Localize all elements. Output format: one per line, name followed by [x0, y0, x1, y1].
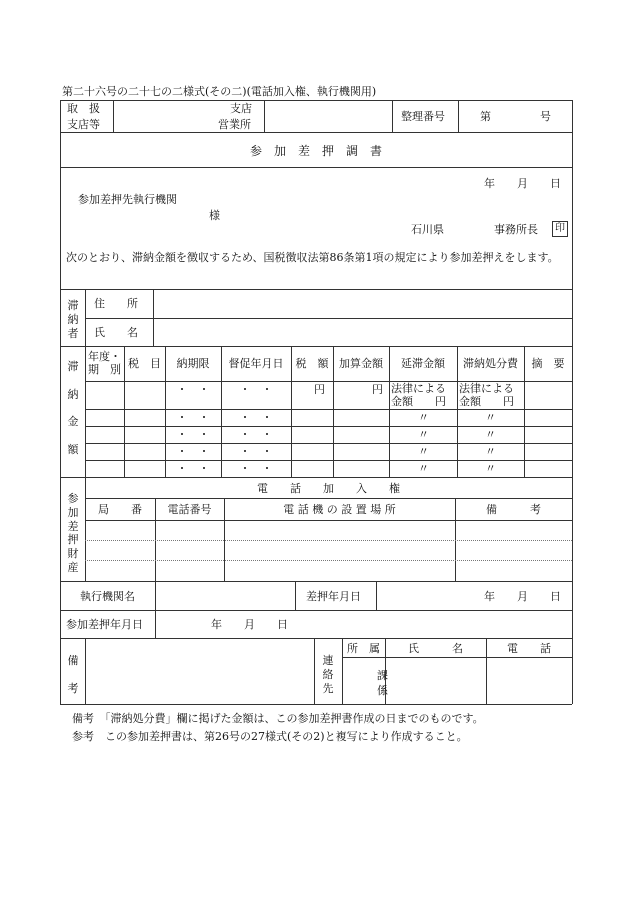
- col-additional-tax: 加算金額: [339, 357, 383, 370]
- row1-due-date: ・ ・: [176, 383, 210, 396]
- contact-label: 連絡先: [322, 654, 334, 695]
- participation-date-value: 年 月 日: [211, 618, 288, 631]
- row5-due-date: ・ ・: [176, 462, 210, 475]
- row4-disposition-ditto: 〃: [485, 445, 496, 458]
- row2-due-date: ・ ・: [176, 411, 210, 424]
- note-2: 参考 この参加差押書は、第26号の27様式(その2)と複写により作成すること。: [72, 730, 468, 743]
- reference-prefix: 第: [480, 110, 491, 123]
- phone-label: 電 話: [507, 642, 551, 655]
- recipient-label: 参加差押先執行機関: [78, 193, 177, 206]
- handler-label-1: 取 扱: [67, 102, 100, 115]
- debtor-section-label: 滞納者: [67, 299, 79, 340]
- issuer-office: 石川県: [411, 223, 444, 236]
- row4-due-date: ・ ・: [176, 445, 210, 458]
- seizure-date-value: 年 月 日: [484, 590, 561, 603]
- col-demand-date: 督促年月日: [228, 357, 284, 370]
- row1-additional-yen: 円: [372, 383, 383, 396]
- seizure-date-label: 差押年月日: [306, 590, 361, 603]
- debtor-name-label: 氏 名: [94, 326, 138, 339]
- form-title: 第二十六号の二十七の二様式(その二)(電話加入権、執行機関用): [62, 85, 377, 98]
- col-phone-number: 電話番号: [167, 503, 212, 516]
- issuer-title: 事務所長: [494, 223, 538, 236]
- row2-disposition-ditto: 〃: [485, 411, 496, 424]
- row3-delinquency-ditto: 〃: [418, 428, 429, 441]
- property-section-label: 参加差押財産: [67, 492, 79, 574]
- agency-label: 執行機関名: [80, 590, 135, 603]
- affiliation-label: 所 属: [347, 642, 380, 655]
- row4-demand-date: ・ ・: [239, 445, 273, 458]
- col-delinquency-tax: 延滞金額: [401, 357, 445, 370]
- row1-disposition-law: 法律による 金額 円: [459, 382, 514, 408]
- col-notes: 備 考: [486, 503, 541, 516]
- branch-label-1: 支店: [230, 102, 252, 115]
- row5-disposition-ditto: 〃: [485, 462, 496, 475]
- seal-box: 印: [552, 221, 568, 237]
- col-year-period: 年度・ 期 別: [88, 350, 121, 376]
- note-1: 備考 「滞納処分費」欄に掲げた金額は、この参加差押書作成の日までのものです。: [72, 712, 484, 725]
- handler-label-2: 支店等: [67, 118, 100, 131]
- row3-disposition-ditto: 〃: [485, 428, 496, 441]
- row4-delinquency-ditto: 〃: [418, 445, 429, 458]
- property-heading: 電 話 加 入 権: [257, 482, 400, 495]
- debtor-address-label: 住 所: [94, 297, 138, 310]
- section-mark: 課 係: [377, 669, 388, 697]
- row3-demand-date: ・ ・: [239, 428, 273, 441]
- remarks-label: 備 考: [67, 654, 79, 695]
- row2-demand-date: ・ ・: [239, 411, 273, 424]
- document-title: 参 加 差 押 調 書: [249, 144, 382, 158]
- row3-due-date: ・ ・: [176, 428, 210, 441]
- statement: 次のとおり、滞納金額を徴収するため、国税徴収法第86条第1項の規定により参加差押えをします。: [66, 251, 559, 264]
- col-tax-amount: 税 額: [295, 357, 329, 370]
- col-location: 電 話 機 の 設 置 場 所: [283, 503, 396, 516]
- col-due-date: 納期限: [176, 357, 210, 370]
- participation-date-label: 参加差押年月日: [66, 618, 143, 631]
- row1-delinquency-law: 法律による 金額 円: [391, 382, 446, 408]
- col-disposition-fee: 滞納処分費: [463, 357, 518, 370]
- recipient-honorific: 様: [209, 209, 220, 222]
- row2-delinquency-ditto: 〃: [418, 411, 429, 424]
- arrears-section-label: 滞 納 金 額: [67, 360, 79, 456]
- row1-tax-yen: 円: [314, 383, 325, 396]
- branch-label-2: 営業所: [218, 118, 251, 131]
- date-line: 年 月 日: [484, 177, 561, 190]
- row1-demand-date: ・ ・: [239, 383, 273, 396]
- col-office-code: 局 番: [98, 503, 142, 516]
- row5-delinquency-ditto: 〃: [418, 462, 429, 475]
- col-remarks: 摘 要: [531, 357, 565, 370]
- row5-demand-date: ・ ・: [239, 462, 273, 475]
- reference-suffix: 号: [540, 110, 551, 123]
- name-label: 氏 名: [408, 642, 463, 655]
- col-tax-item: 税 目: [128, 357, 161, 370]
- reference-label: 整理番号: [401, 110, 445, 123]
